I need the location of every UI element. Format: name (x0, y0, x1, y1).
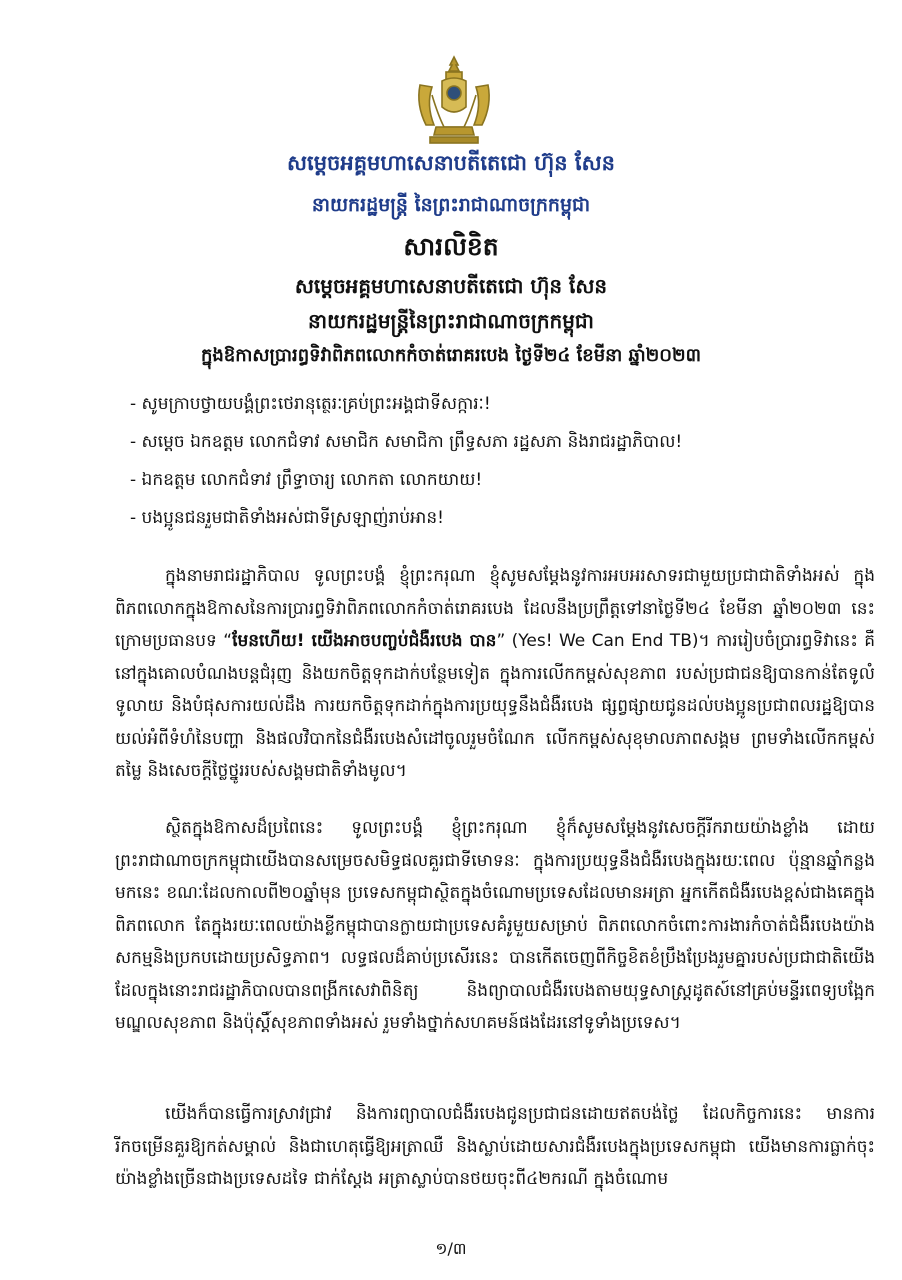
paragraph-1-text-before: ក្នុងនាមរាជរដ្ឋាភិបាល ទូលព្រះបង្គំ ខ្ញុំព្រះករុណា ខ្ញុំសូមសម្ដែងនូវការអបអរសាទរជាមួយប្រជាជាតិទាំងអស់ ក្នុងពិភពលោកក្នុងឱកាសនៃការប្រារព្ធទិវាពិភពលោកកំចាត់រោគរបេង ដែលនឹងប្រព្រឹត្តទៅនាថ្ងៃទី២៤ ខែមីនា ឆ្នាំ២០២៣ នេះ ក្រោមប្រធានបទ “ (115, 566, 875, 651)
page-number: ១/៣ (435, 1239, 467, 1258)
title-line-1: សម្ដេចអគ្គមហាសេនាបតីតេជោ ហ៊ុន សែន (294, 274, 608, 298)
theme-phrase: មែនហើយ! យើងអាចបញ្ចប់ជំងឺរបេង បាន (232, 631, 497, 651)
paragraph-2-text: ស្ថិតក្នុងឱកាសដ៏ប្រពៃនេះ ទូលព្រះបង្គំ ខ្ញុំព្រះករុណា ខ្ញុំក៏សូមសម្ដែងនូវសេចក្ដីរីករាយយ៉ាងខ្លាំង ដោយ ព្រះរាជាណាចក្រកម្ពុជាយើងបានសម្រេចសមិទ្ធផលគួរជាទីមោទនៈ ក្នុងការប្រយុទ្ធនឹងជំងឺរបេងក្នុងរយៈពេល ប៉ុន្មានឆ្នាំកន្លងមកនេះ ខណៈដែលកាលពី២០ឆ្នាំមុន ប្រទេសកម្ពុជាស្ថិតក្នុងចំណោមប្រទេសដែលមានអត្រា អ្នកកើតជំងឺរបេងខ្ពស់ជាងគេក្នុងពិភពលោក តែក្នុងរយៈពេលយ៉ាងខ្លីកម្ពុជាបានក្លាយជាប្រទេសគំរូមួយសម្រាប់ ពិភពលោកចំពោះការងារកំចាត់ជំងឺរបេងយ៉ាងសកម្មនិងប្រកបដោយប្រសិទ្ធភាព។ លទ្ធផលដ៏គាប់ប្រសើរនេះ បានកើតចេញពីកិច្ចខិតខំប្រឹងប្រែងរួមគ្នារបស់ប្រជាជាតិយើង ដែលក្នុងនោះរាជរដ្ឋាភិបាលបានពង្រីកសេវាពិនិត្យ និងព្យាបាលជំងឺរបេងតាមយុទ្ធសាស្ត្រដូតស៍នៅគ្រប់មន្ទីរពេទ្យបង្អែក មណ្ឌលសុខភាព និងប៉ុស្តិ៍សុខភាពទាំងអស់ រួមទាំងថ្នាក់សហគមន៍ផងដែរនៅទូទាំងប្រទេស។ (115, 818, 875, 1033)
paragraph-3-text: យើងក៏បានធ្វើការស្រាវជ្រាវ និងការព្យាបាលជំងឺរបេងជូនប្រជាជនដោយឥតបង់ថ្លៃ ដែលកិច្ចការនេះ មានការរីកចម្រើនគួរឱ្យកត់សម្គាល់ និងជាហេតុធ្វើឱ្យអត្រាឈឺ និងស្លាប់ដោយសារជំងឺរបេងក្នុងប្រទេសកម្ពុជា យើងមានការធ្លាក់ចុះយ៉ាងខ្លាំងច្រើនជាងប្រទេសដទៃ ជាក់ស្តែង អត្រាស្លាប់បានថយចុះពី៤២ករណី ក្នុងចំណោម (115, 1104, 875, 1189)
title-line-3: ក្នុងឱកាសប្រារព្ធទិវាពិភពលោកកំចាត់រោគរបេង ថ្ងៃទី២៤ ខែមីនា ឆ្នាំ២០២៣ (200, 345, 702, 366)
royal-coat-of-arms-icon (412, 55, 496, 147)
sender-name-line: សម្ដេចអគ្គមហាសេនាបតីតេជោ ហ៊ុន សែន (287, 151, 615, 175)
paragraph-3 (115, 1098, 875, 1196)
title-line-2: នាយករដ្ឋមន្ត្រីនៃព្រះរាជាណាចក្រកម្ពុជា (308, 309, 594, 333)
paragraph-1 (115, 560, 875, 788)
document-title: សារលិខិត (403, 232, 499, 261)
greeting-line: - សូមក្រាបថ្វាយបង្គំព្រះថេរានុត្ថេរៈគ្រប់ព្រះអង្គជាទីសក្ការៈ! (130, 394, 491, 414)
paragraph-2 (115, 812, 875, 1040)
greeting-line: - បងប្អូនជនរួមជាតិទាំងអស់ជាទីស្រឡាញ់រាប់អាន! (130, 508, 444, 528)
sender-position-line: នាយករដ្ឋមន្ត្រី នៃព្រះរាជាណាចក្រកម្ពុជា (311, 194, 591, 216)
greeting-line: - សម្ដេច ឯកឧត្ដម លោកជំទាវ សមាជិក សមាជិកា ព្រឹទ្ធសភា រដ្ឋសភា និងរាជរដ្ឋាភិបាល! (130, 432, 683, 452)
greeting-line: - ឯកឧត្ដម លោកជំទាវ ព្រឹទ្ធាចារ្យ លោកតា លោកយាយ! (130, 470, 483, 490)
paragraph-1-text-after: ” (Yes! We Can End TB)។ ការរៀបចំប្រារព្ធទិវានេះ គឺនៅក្នុងគោលបំណងបន្តជំរុញ និងយកចិត្តទុកដាក់បន្ថែមទៀត ក្នុងការលើកកម្ពស់សុខភាព របស់ប្រជាជនឱ្យបានកាន់តែទូលំទូលាយ និងបំផុសការយល់ដឹង ការយកចិត្តទុកដាក់ក្នុងការប្រយុទ្ធនឹងជំងឺរបេង ផ្សព្វផ្សាយជូនដល់បងប្អូនប្រជាពលរដ្ឋឱ្យបានយល់អំពីទំហំនៃបញ្ហា និងផលវិបាកនៃជំងឺរបេងសំដៅចូលរួមចំណែក លើកកម្ពស់សុខុមាលភាពសង្គម ព្រមទាំងលើកកម្ពស់តម្លៃ និងសេចក្ដីថ្លៃថ្នូររបស់សង្គមជាតិទាំងមូល។ (115, 631, 875, 781)
